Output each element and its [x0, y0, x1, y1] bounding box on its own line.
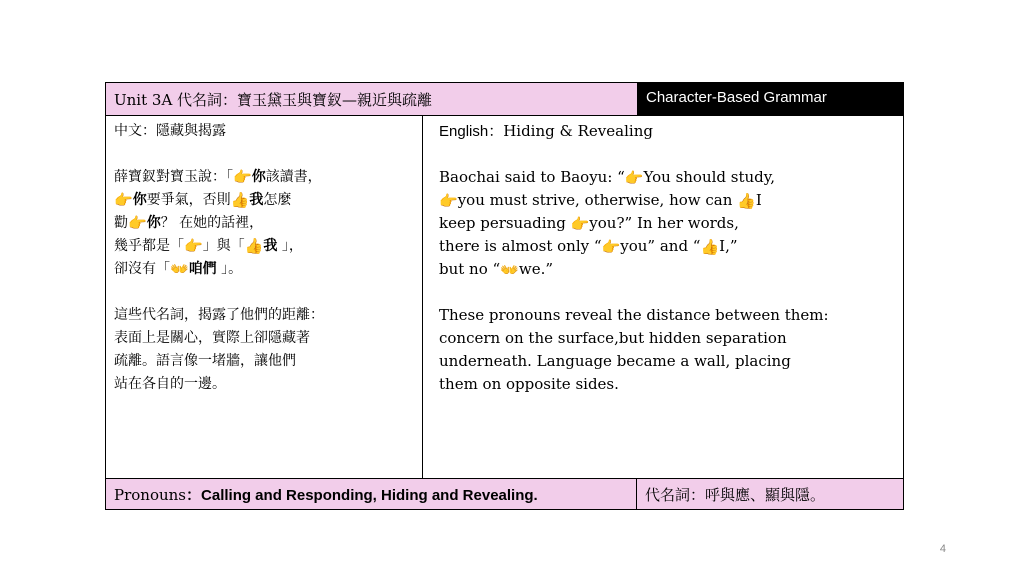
chinese-column — [106, 116, 423, 478]
english-line-3: keep persuading 👉you?” In her words, — [439, 214, 739, 233]
thumbs-up-icon: 👍 — [737, 192, 756, 210]
chinese-p2-line-4: 站在各自的一邊。 — [114, 376, 226, 392]
english-line-1: Baochai said to Baoyu: “👉You should study, — [439, 168, 776, 187]
point-right-icon: 👉 — [601, 238, 621, 256]
point-right-icon: 👉 — [114, 191, 133, 209]
body-row — [106, 116, 903, 479]
point-right-icon: 👉 — [233, 168, 252, 186]
english-p2-line-4: them on opposite sides. — [439, 375, 619, 393]
open-hands-icon: 👐 — [170, 260, 189, 278]
chinese-line-5: 卻沒有「👐咱們 」。 — [114, 260, 243, 278]
chinese-line-1: 薛寶釵對寶玉說：「👉你該讀書， — [114, 168, 322, 186]
english-p2-line-1: These pronouns reveal the distance between them: — [439, 306, 829, 324]
thumbs-up-icon: 👍 — [230, 191, 250, 209]
course-tag: Character-Based Grammar — [638, 83, 903, 115]
chinese-p2-line-3: 疏離。語言像一堵牆，讓他們 — [114, 353, 296, 369]
chinese-line-2: 👉你要爭氣，否則👍我怎麼 — [114, 191, 292, 209]
chinese-p2-line-2: 表面上是關心，實際上卻隱藏著 — [114, 330, 310, 346]
point-right-icon: 👉 — [624, 169, 644, 187]
english-line-4: there is almost only “👉you” and “👍I,” — [439, 237, 738, 256]
header-row — [106, 83, 903, 116]
point-right-icon: 👉 — [128, 214, 147, 232]
point-right-icon: 👉 — [439, 192, 458, 210]
point-right-icon: 👉 — [184, 237, 203, 255]
chinese-line-3: 勸👉你？ 在她的話裡， — [114, 214, 264, 232]
thumbs-up-icon: 👍 — [244, 237, 264, 255]
open-hands-icon: 👐 — [500, 261, 519, 279]
chinese-line-4: 幾乎都是「👉」與「👍我 」， — [114, 237, 303, 255]
footer-row — [106, 479, 903, 509]
english-line-5: but no “👐we.” — [439, 260, 554, 279]
english-p2-line-3: underneath. Language became a wall, placing — [439, 352, 791, 370]
english-column — [423, 116, 903, 478]
footer-pronouns-text: ：Calling and Responding, Hiding and Revealing. — [186, 487, 538, 504]
chinese-p2-line-1: 這些代名詞，揭露了他們的距離： — [114, 307, 324, 323]
footer-chinese: 代名詞：呼與應、顯與隱。 — [637, 479, 903, 509]
point-right-icon: 👉 — [570, 215, 590, 233]
page-number: 4 — [939, 543, 946, 555]
english-line-2: 👉you must strive, otherwise, how can 👍I — [439, 191, 762, 210]
chinese-heading: 中文：隱藏與揭露 — [114, 123, 226, 139]
thumbs-up-icon: 👍 — [700, 238, 720, 256]
footer-pronouns — [106, 479, 637, 509]
english-p2-line-2: concern on the surface,but hidden separation — [439, 329, 787, 347]
slide-table — [105, 82, 904, 510]
unit-title: Unit 3A 代名詞：寶玉黛玉與寶釵—親近與疏離 — [106, 83, 638, 115]
footer-pronouns-label: Pronouns — [114, 486, 187, 504]
english-heading: English：Hiding & Revealing — [439, 122, 653, 140]
